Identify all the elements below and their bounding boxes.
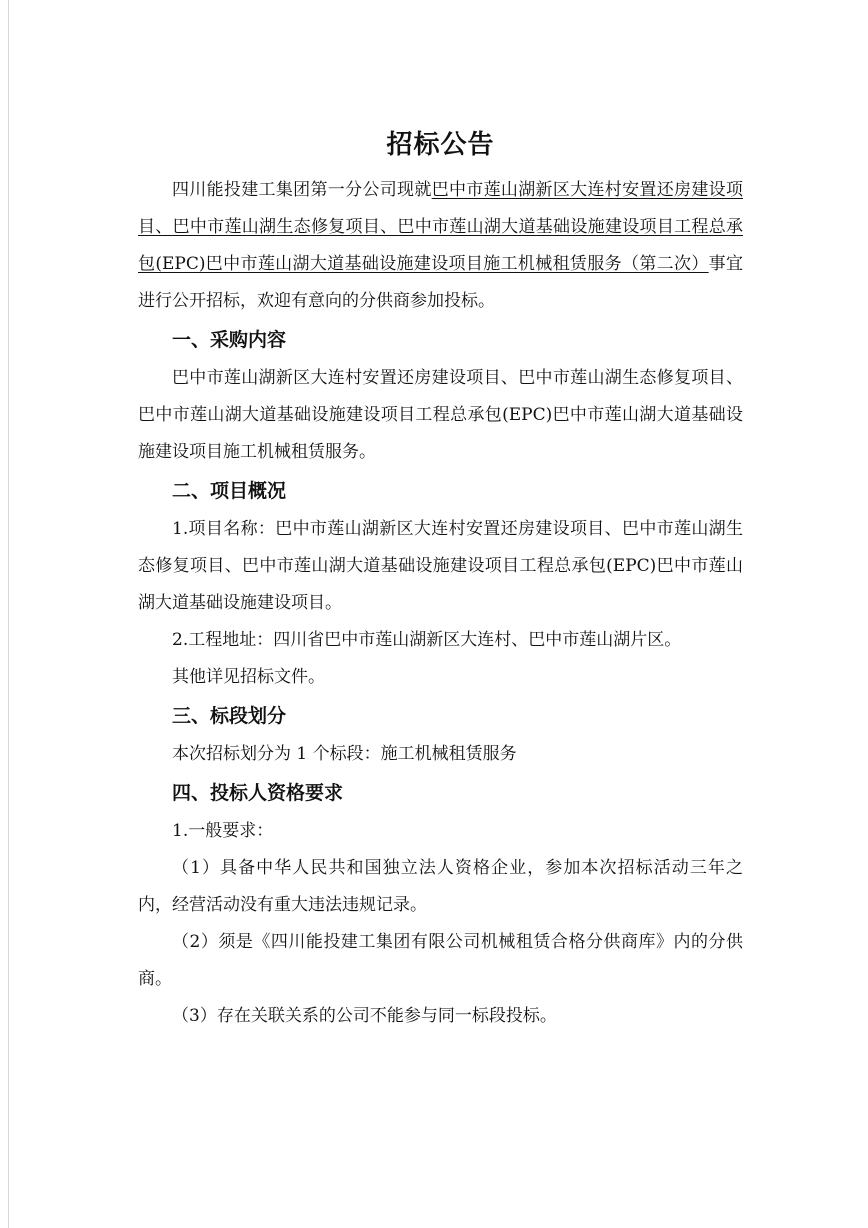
scan-edge-line [8,0,9,1228]
section-heading-qualification: 四、投标人资格要求 [172,782,344,804]
intro-paragraph [138,172,743,320]
section-heading-overview: 二、项目概况 [172,480,287,502]
document-body [138,126,743,1035]
other-details-note: 其他详见招标文件。 [172,667,325,687]
requirement-3: （3）存在关联关系的公司不能参与同一标段投标。 [172,1006,557,1026]
intro-suffix: 事宜进行公开招标，欢迎有意向的分供商参加投标。 [138,254,743,311]
section-heading-procurement: 一、采购内容 [172,329,287,351]
section-heading-lots: 三、标段划分 [172,705,287,727]
intro-project-name: 巴中市莲山湖新区大连村安置还房建设项目、巴中市莲山湖生态修复项目、巴中市莲山湖大道基础设施建设项目工程总承包(EPC)巴中市莲山湖大道基础设施建设项目施工机械租赁服务（第二次） [138,180,743,274]
requirement-1: （1）具备中华人民共和国独立法人资格企业，参加本次招标活动三年之内，经营活动没有重大违法违规记录。 [138,858,743,915]
lots-content: 本次招标划分为 1 个标段：施工机械租赁服务 [172,744,517,764]
project-name-item: 1.项目名称：巴中市莲山湖新区大连村安置还房建设项目、巴中市莲山湖生态修复项目、巴中市莲山湖大道基础设施建设项目工程总承包(EPC)巴中市莲山湖大道基础设施建设项目。 [138,519,743,613]
intro-prefix: 四川能投建工集团第一分公司现就 [172,180,432,200]
procurement-content: 巴中市莲山湖新区大连村安置还房建设项目、巴中市莲山湖生态修复项目、巴中市莲山湖大道基础设施建设项目工程总承包(EPC)巴中市莲山湖大道基础设施建设项目施工机械租赁服务。 [138,368,743,462]
project-address-item: 2.工程地址：四川省巴中市莲山湖新区大连村、巴中市莲山湖片区。 [172,630,682,650]
general-requirements-label: 1.一般要求： [172,821,274,841]
requirement-2: （2）须是《四川能投建工集团有限公司机械租赁合格分供商库》内的分供商。 [138,932,743,989]
page-title: 招标公告 [386,130,495,160]
